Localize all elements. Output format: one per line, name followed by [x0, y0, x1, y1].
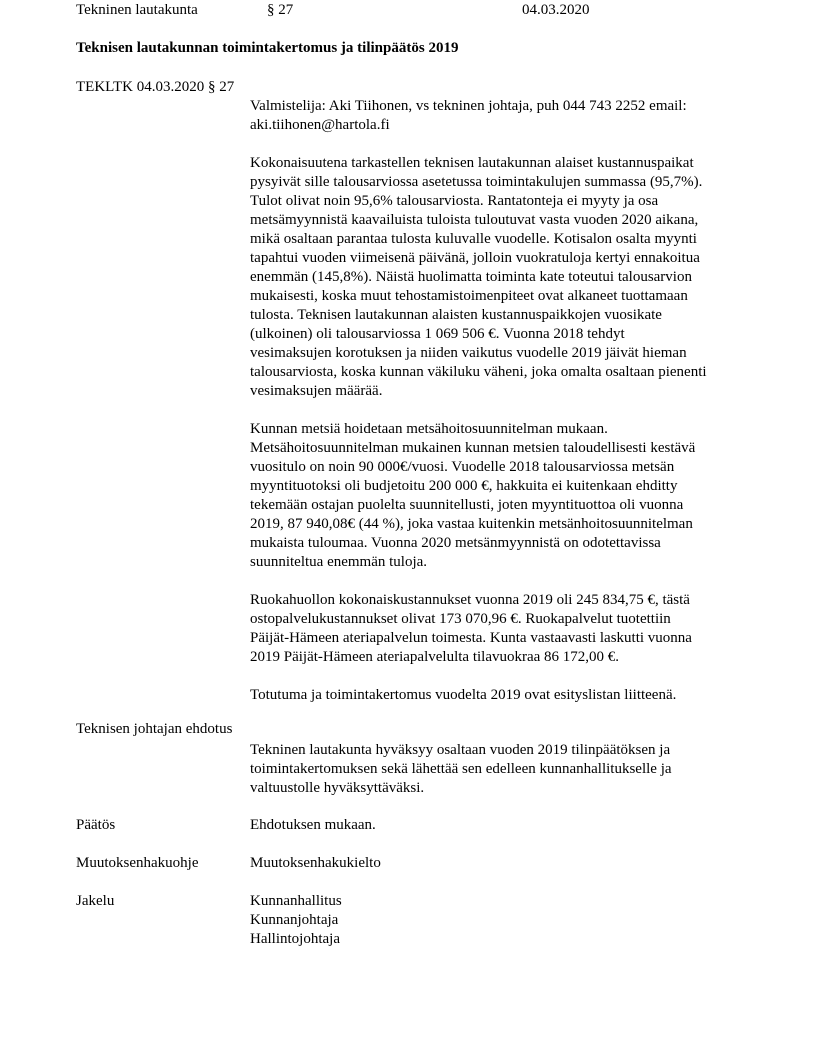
text-line: Kunnan metsiä hoidetaan metsähoitosuunnitelman mukaan. — [250, 421, 608, 437]
text-line: 2019, 87 940,08€ (44 %), joka vastaa kuitenkin metsänhoitosuunnitelman — [250, 516, 693, 532]
text-line: 2019 Päijät-Hämeen ateriapalvelulta tilavuokraa 86 172,00 €. — [250, 649, 620, 665]
text-line: vesimaksujen määrää. — [250, 383, 383, 399]
text-line: Tulot olivat noin 95,6% talousarviosta. Rantatonteja ei myyty ja osa — [250, 193, 659, 209]
text-line: tapahtui vuoden viimeisenä päivänä, jolloin vuokratuloja kertyi ennakoitua — [250, 250, 700, 266]
text-line: vuositulo on noin 90 000€/vuosi. Vuodelle 2018 talousarviossa metsän — [250, 459, 675, 475]
paragraph-budget-summary — [250, 154, 750, 401]
proposal-text — [250, 741, 672, 798]
header-date: 04.03.2020 — [522, 2, 590, 18]
text-line: mukaisesti, koska muut tehostamistoimenpiteet ovat alkaneet tuottamaan — [250, 288, 688, 304]
paragraph-forestry — [250, 420, 750, 572]
text-line: mukaista tuloumaa. Vuonna 2020 metsänmyynnistä on odotettavissa — [250, 535, 661, 551]
text-line: talousarviosta, koska kunnan väkiluku väheni, joka omalta osaltaan pienenti — [250, 364, 707, 380]
text-line: pysyivät sille talousarviossa asetetussa toimintakulujen summassa (95,7%). — [250, 174, 703, 190]
meeting-reference: TEKLTK 04.03.2020 § 27 — [76, 79, 235, 95]
text-line: Ruokahuollon kokonaiskustannukset vuonna 2019 oli 245 834,75 €, tästä — [250, 592, 690, 608]
text-line: mikä osaltaan parantaa tulosta kuluvalle vuodelle. Kotisalon osalta myynti — [250, 231, 697, 247]
text-line: Totutuma ja toimintakertomus vuodelta 2019 ovat esityslistan liitteenä. — [250, 687, 677, 703]
document-title: Teknisen lautakunnan toimintakertomus ja tilinpäätös 2019 — [76, 40, 459, 56]
appeal-label: Muutoksenhakuohje — [76, 855, 199, 871]
decision-label: Päätös — [76, 817, 116, 833]
preparation-section — [250, 97, 750, 724]
text-line: suunniteltua enemmän tuloja. — [250, 554, 428, 570]
text-line: Metsähoitosuunnitelman mukainen kunnan metsien taloudellisesti kestävä — [250, 440, 696, 456]
text-line: toimintakertomuksen sekä lähettää sen edelleen kunnanhallitukselle ja — [250, 761, 672, 777]
paragraph-attachments — [250, 686, 750, 705]
text-line: enemmän (145,8%). Näistä huolimatta toiminta kate toteutui talousarvion — [250, 269, 692, 285]
distribution-recipient: Kunnanhallitus — [250, 893, 342, 909]
preparer-line: Valmistelija: Aki Tiihonen, vs tekninen johtaja, puh 044 743 2252 email: — [250, 98, 687, 114]
distribution-recipient: Hallintojohtaja — [250, 931, 340, 947]
header-section: § 27 — [267, 2, 294, 18]
text-line: tulosta. Teknisen lautakunnan alaisten kustannuspaikkojen vuosikate — [250, 307, 662, 323]
paragraph-catering — [250, 591, 750, 667]
text-line: vesimaksujen korotuksen ja niiden vaikutus vuodelle 2019 jäivät hieman — [250, 345, 687, 361]
text-line: myyntituotoksi oli budjetoitu 200 000 €, hakkuita ei kuitenkaan ehditty — [250, 478, 678, 494]
text-line: tekemään ostajan puolelta suunnitellusti, joten myyntituottoa oli vuonna — [250, 497, 684, 513]
preparer-info — [250, 97, 750, 135]
header-committee: Tekninen lautakunta — [76, 2, 198, 18]
text-line: ostopalvelukustannukset olivat 173 070,96 €. Ruokapalvelut tuotettiin — [250, 611, 671, 627]
distribution-label: Jakelu — [76, 893, 115, 909]
proposal-label: Teknisen johtajan ehdotus — [76, 721, 233, 737]
distribution-list — [250, 892, 342, 949]
text-line: valtuustolle hyväksyttäväksi. — [250, 780, 425, 796]
appeal-value: Muutoksenhakukielto — [250, 855, 381, 871]
text-line: Tekninen lautakunta hyväksyy osaltaan vuoden 2019 tilinpäätöksen ja — [250, 742, 671, 758]
text-line: Kokonaisuutena tarkastellen teknisen lautakunnan alaiset kustannuspaikat — [250, 155, 694, 171]
text-line: metsämyynnistä kaavailuista tuloista tuloutuvat vasta vuoden 2020 aikana, — [250, 212, 699, 228]
decision-value: Ehdotuksen mukaan. — [250, 817, 376, 833]
preparer-email: aki.tiihonen@hartola.fi — [250, 117, 390, 133]
text-line: Päijät-Hämeen ateriapalvelun toimesta. Kunta vastaavasti laskutti vuonna — [250, 630, 692, 646]
text-line: (ulkoinen) oli talousarviossa 1 069 506 €. Vuonna 2018 tehdyt — [250, 326, 625, 342]
distribution-recipient: Kunnanjohtaja — [250, 912, 339, 928]
